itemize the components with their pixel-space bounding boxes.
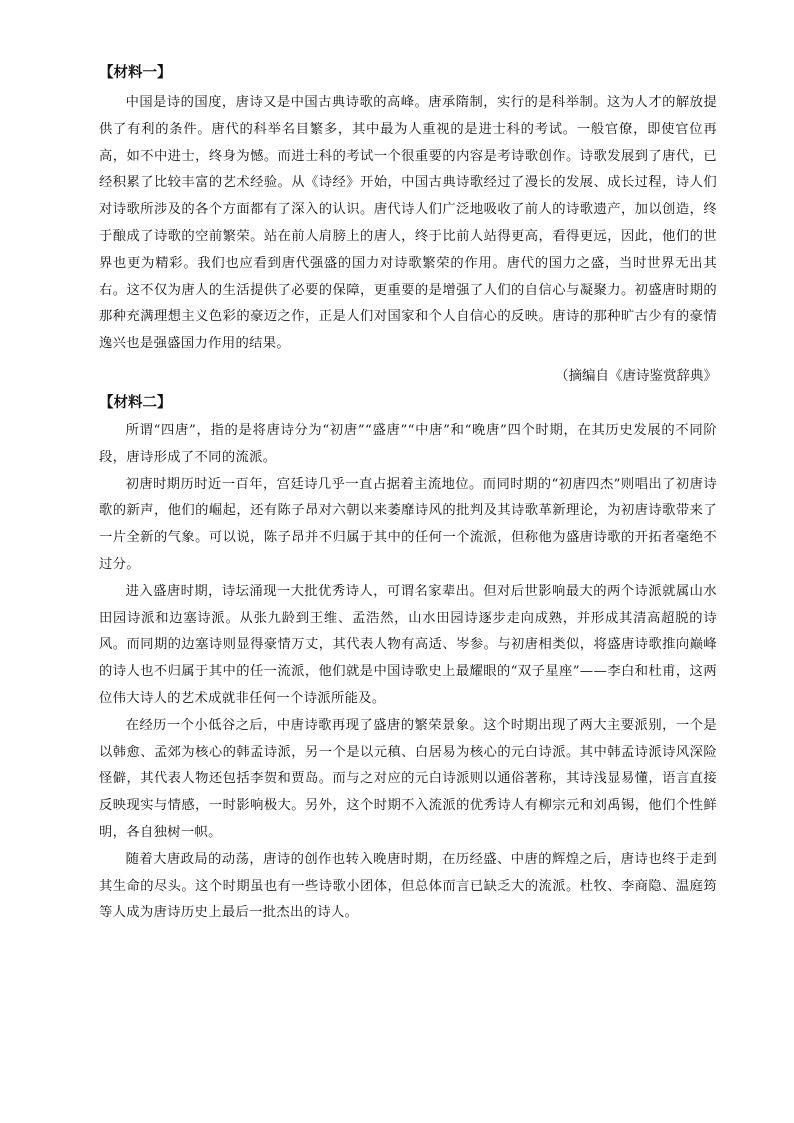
material-two-heading: 【材料二】: [99, 394, 172, 411]
material-two-paragraph-5: 随着大唐政局的动荡，唐诗的创作也转入晚唐时期，在历经盛、中唐的辉煌之后，唐诗也终于走到其生命的尽头。这个时期虽也有一些诗歌小团体，但总体而言已缺乏大的流派。杜牧、李商隐、温庭筠等人成为唐诗历史上最后一批杰出的诗人。: [99, 851, 717, 921]
material-two-paragraph-1: 所谓“四唐”，指的是将唐诗分为“初唐”“盛唐”“中唐”和“晚唐”四个时期，在其历史发展的不同阶段，唐诗形成了不同的流派。: [99, 422, 717, 465]
material-two-paragraph-2: 初唐时期历时近一百年，宫廷诗几乎一直占据着主流地位。而同时期的“初唐四杰”则唱出了初唐诗歌的新声，他们的崛起，还有陈子昂对六朝以来萎靡诗风的批判及其诗歌革新理论，为初唐诗歌带来了一片全新的气象。可以说，陈子昂并不归属于其中的任何一个流派，但称他为盛唐诗歌的开拓者毫绝不过分。: [99, 476, 717, 572]
material-two-paragraph-3: 进入盛唐时期，诗坛涌现一大批优秀诗人，可谓名家辈出。但对后世影响最大的两个诗派就属山水田园诗派和边塞诗派。从张九龄到王维、孟浩然，山水田园诗逐步走向成熟，并形成其清高超脱的诗风。而同期的边塞诗则显得豪情万丈，其代表人物有高适、岑参。与初唐相类似，将盛唐诗歌推向巅峰的诗人也不归属于其中的任一流派，他们就是中国诗歌史上最耀眼的“双子星座”——李白和杜甫，这两位伟大诗人的艺术成就非任何一个诗派所能及。: [99, 583, 717, 706]
source-citation: （摘编自《唐诗鉴赏辞典》: [555, 367, 717, 384]
material-one-paragraph: 中国是诗的国度，唐诗又是中国古典诗歌的高峰。唐承隋制，实行的是科举制。这为人才的解放提供了有利的条件。唐代的科举名目繁多，其中最为人重视的是进士科的考试。一般官僚，即使官位再高，如不中进士，终身为憾。而进士科的考试一个很重要的内容是考诗歌创作。诗歌发展到了唐代，已经积累了比较丰富的艺术经验。从《诗经》开始，中国古典诗歌经过了漫长的发展、成长过程，诗人们对诗歌所涉及的各个方面都有了深入的认识。唐代诗人们广泛地吸收了前人的诗歌遗产，加以创造，终于酿成了诗歌的空前繁荣。站在前人肩膀上的唐人，终于比前人站得更高，看得更远，因此，他们的世界也更为精彩。我们也应看到唐代强盛的国力对诗歌繁荣的作用。唐代的国力之盛，当时世界无出其右。这不仅为唐人的生活提供了必要的保障，更重要的是增强了人们的自信心与凝聚力。初盛唐时期的那种充满理想主义色彩的豪迈之作，正是人们对国家和个人自信心的反映。唐诗的那种旷古少有的豪情逸兴也是强盛国力作用的结果。: [99, 95, 717, 352]
material-two-paragraph-4: 在经历一个小低谷之后，中唐诗歌再现了盛唐的繁荣景象。这个时期出现了两大主要派别，一个是以韩愈、孟郊为核心的韩孟诗派，另一个是以元稹、白居易为核心的元白诗派。其中韩孟诗派诗风深险怪僻，其代表人物还包括李贺和贾岛。而与之对应的元白诗派则以通俗著称，其诗浅显易懂，语言直接反映现实与情感，一时影响极大。另外，这个时期不入流派的优秀诗人有柳宗元和刘禹锡，他们个性鲜明，各自独树一帜。: [99, 717, 717, 840]
material-two-section: [99, 392, 717, 927]
material-one-heading: 【材料一】: [99, 65, 172, 81]
document-page: [99, 62, 717, 927]
